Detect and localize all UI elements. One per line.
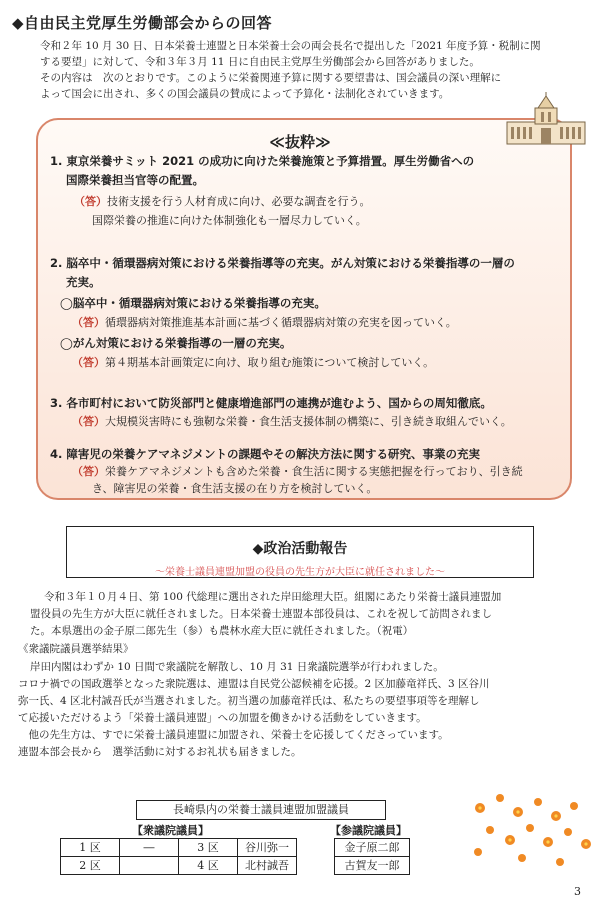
- para2-line: 岸田内閣はわずか 10 日間で衆議院を解散し、10 月 31 日衆議院選挙が行われました。: [30, 661, 444, 673]
- answer-mark: （答）: [72, 465, 105, 478]
- intro-line: その内容は 次のとおりです。このように栄養関連予算に関する要望書は、国会議員の深い理解に: [40, 72, 502, 84]
- table-cell: 北村誠吾: [237, 856, 297, 875]
- para2-line: 他の先生方は、すでに栄養士議員連盟に加盟され、栄養士を応援してくださっています。: [18, 729, 449, 741]
- members-table-caption: 長崎県内の栄養士議員連盟加盟議員: [136, 800, 386, 820]
- excerpt-title: ≪抜粋≫: [269, 133, 331, 151]
- page-number: 3: [574, 885, 581, 898]
- table-cell: [119, 856, 179, 875]
- table-cell: 古賀友一郎: [334, 856, 410, 875]
- table-cell: 3 区: [178, 838, 238, 857]
- election-heading: 《衆議院議員選挙結果》: [18, 643, 134, 655]
- answer-mark: （答）: [72, 356, 105, 369]
- item1-line: 国際栄養担当官等の配置。: [66, 173, 204, 187]
- table-cell: 2 区: [60, 856, 120, 875]
- para1-line: た。本県選出の金子原二郎先生（参）も農林水産大臣に就任されました。（祝電）: [30, 625, 414, 637]
- house-header: 【衆議院議員】: [132, 824, 209, 837]
- table-cell: 1 区: [60, 838, 120, 857]
- answer-mark: （答）: [74, 195, 107, 208]
- table-cell: 金子原二郎: [334, 838, 410, 857]
- item4-answer-cont: き、障害児の栄養・食生活支援の在り方を検討していく。: [92, 482, 378, 495]
- item1-answer-cont: 国際栄養の推進に向けた体制強化も一層尽力していく。: [92, 214, 367, 227]
- item3-line: 3. 各市町村において防災部門と健康増進部門の連携が進むよう、国からの周知徹底。: [50, 396, 492, 410]
- para1-line: 盟役員の先生方が大臣に就任されました。日本栄養士連盟本部役員は、これを祝して訪問されまし: [30, 608, 492, 620]
- intro-line: する要望」に対して、令和３年３月 11 日に自由民主党厚生労働部会から回答がありました。: [40, 56, 480, 68]
- item2-line: 充実。: [66, 275, 101, 289]
- flower-decoration-icon: [460, 780, 600, 875]
- section-title: ◆自由民主党厚生労働部会からの回答: [12, 14, 273, 32]
- item1-line: 1. 東京栄養サミット 2021 の成功に向けた栄養施策と予算措置。厚生労働省への: [50, 154, 475, 168]
- item1-answer: （答）技術支援を行う人材育成に向け、必要な調査を行う。: [74, 195, 371, 208]
- para2-line: 弥一氏、4 区北村誠吾氏が当選されました。初当選の加藤竜祥氏は、私たちの要望事項等を理解し: [18, 695, 480, 707]
- answer-mark: （答）: [72, 415, 105, 428]
- para2-line: 連盟本部会長から 選挙活動に対するお礼状も届きました。: [18, 746, 302, 758]
- section2-subtitle: ～栄養士議員連盟加盟の役員の先生方が大臣に就任されました～: [155, 567, 445, 578]
- item2-sub: ◯脳卒中・循環器病対策における栄養指導の充実。: [60, 296, 326, 310]
- table-cell: 4 区: [178, 856, 238, 875]
- intro-line: よって国会に出され、多くの国会議員の賛成によって予算化・法制化されていきます。: [40, 88, 450, 100]
- item3-answer: （答）大規模災害時にも強靭な栄養・食生活支援体制の構築に、引き続き取組んでいく。: [72, 415, 512, 428]
- item2-answer: （答）循環器病対策推進基本計画に基づく循環器病対策の充実を図っていく。: [72, 316, 457, 329]
- section2-title: ◆政治活動報告: [252, 541, 348, 557]
- para2-line: て応援いただけるよう「栄養士議員連盟」への加盟を働きかける活動をしていきます。: [18, 712, 427, 724]
- item2-line: 2. 脳卒中・循環器病対策における栄養指導等の充実。がん対策における栄養指導の一層の: [50, 256, 515, 270]
- answer-mark: （答）: [72, 316, 105, 329]
- table-cell: ―: [119, 838, 179, 857]
- item2-answer: （答）第４期基本計画策定に向け、取り組む施策について検討していく。: [72, 356, 435, 369]
- para1-line: 令和３年１０月４日、第 100 代総理に選出された岸田総理大臣。組閣にあたり栄養士議員連盟加: [44, 591, 502, 603]
- item4-line: 4. 障害児の栄養ケアマネジメントの課題やその解決方法に関する研究、事業の充実: [50, 447, 481, 461]
- para2-line: コロナ禍での国政選挙となった衆院選は、連盟は自民党公認候補を応援。2 区加藤竜祥氏、3 区谷川: [18, 678, 490, 690]
- item4-answer: （答）栄養ケアマネジメントも含めた栄養・食生活に関する実態把握を行っており、引き続: [72, 465, 523, 478]
- table-cell: 谷川弥一: [237, 838, 297, 857]
- intro-line: 令和２年 10 月 30 日、日本栄養士連盟と日本栄養士会の両会長名で提出した「2021 年度予算・税制に関: [40, 40, 541, 52]
- council-header: 【参議院議員】: [330, 824, 407, 837]
- item2-sub: ◯がん対策における栄養指導の一層の充実。: [60, 336, 292, 350]
